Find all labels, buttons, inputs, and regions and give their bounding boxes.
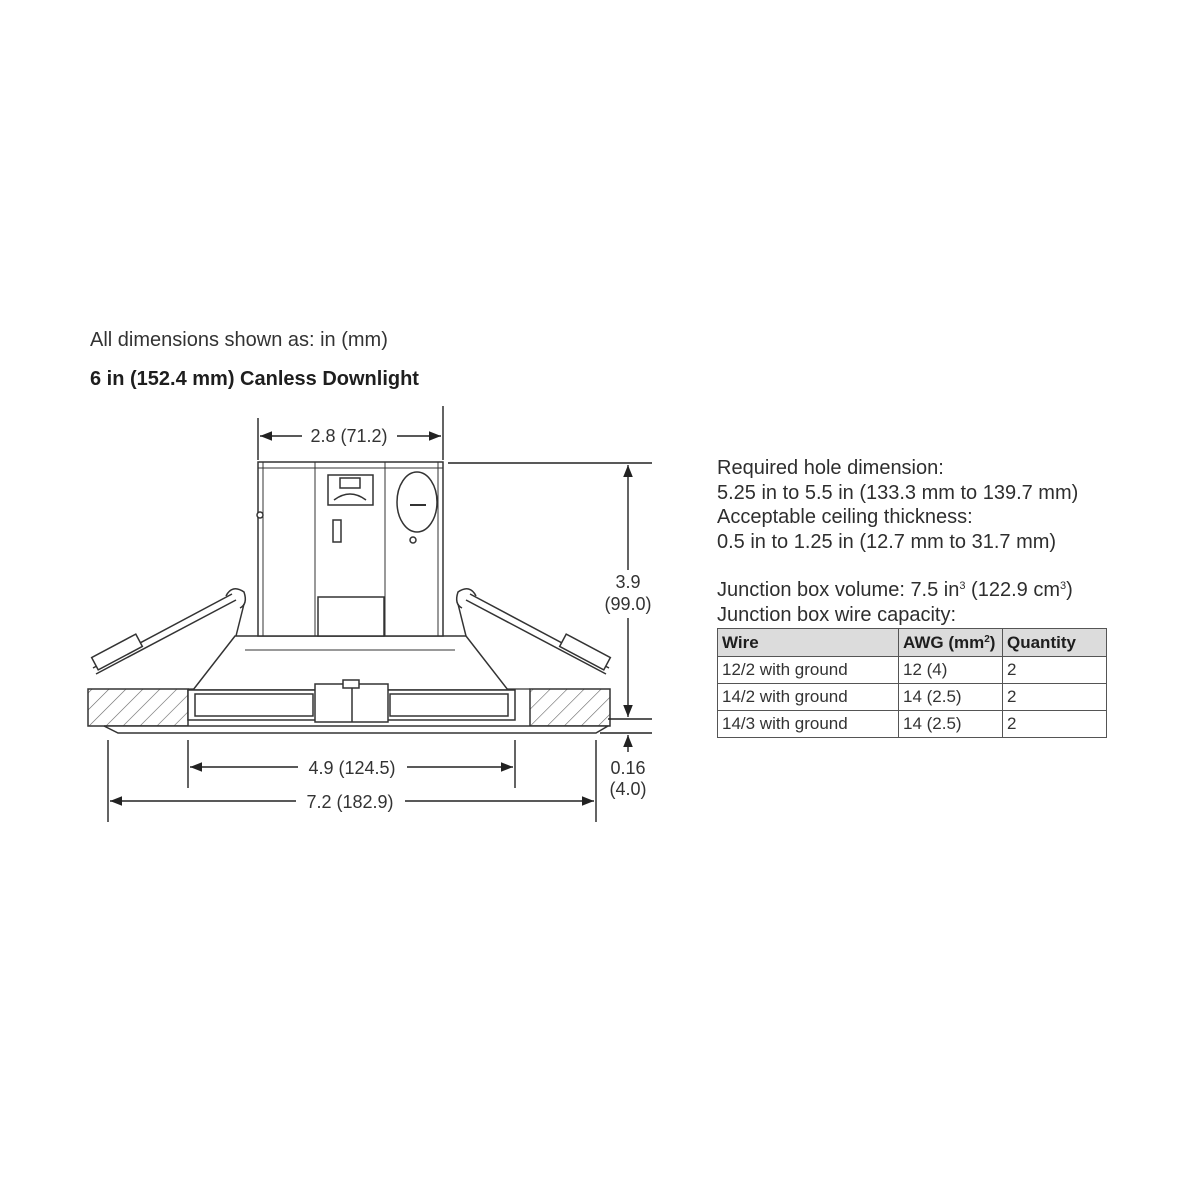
table-header-row: [718, 629, 1107, 657]
hole-dimension-label: Required hole dimension:: [717, 457, 944, 479]
hole-dimension-value: 5.25 in to 5.5 in (133.3 mm to 139.7 mm): [717, 481, 1079, 504]
product-title: 6 in (152.4 mm) Canless Downlight: [90, 368, 419, 390]
cell-quantity: 2: [1003, 657, 1107, 684]
light-housing: [188, 636, 515, 722]
height-mm-label: (99.0): [604, 594, 652, 614]
units-note: All dimensions shown as: in (mm): [90, 329, 388, 351]
overall-width-label: 7.2 (182.9): [306, 792, 394, 812]
cell-quantity: 2: [1003, 711, 1107, 738]
ceiling-thickness-value: 0.5 in to 1.25 in (12.7 mm to 31.7 mm): [717, 530, 1057, 553]
cell-wire: 14/3 with ground: [718, 711, 899, 738]
cell-quantity: 2: [1003, 684, 1107, 711]
box-width-label: 2.8 (71.2): [310, 426, 388, 446]
cell-wire: 12/2 with ground: [718, 657, 899, 684]
junction-box: [257, 462, 443, 636]
junction-box-volume: Junction box volume: 7.5 $in^3$ (122.9 $cm^3$): [717, 579, 1073, 601]
aperture-label: 4.9 (124.5): [308, 758, 396, 778]
trim-flange: [104, 726, 608, 733]
cell-awg: 14 (2.5): [899, 684, 1003, 711]
table-row: [718, 711, 1107, 738]
cell-awg: 14 (2.5): [899, 711, 1003, 738]
trim-thickness-mm-label: (4.0): [609, 779, 647, 799]
column-header-wire: Wire: [718, 629, 899, 657]
column-header-quantity: Quantity: [1003, 629, 1107, 657]
table-row: [718, 684, 1107, 711]
wire-capacity-label: Junction box wire capacity:: [717, 603, 957, 626]
specifications: [717, 456, 1078, 627]
wire-capacity-table: [717, 628, 1107, 738]
trim-thickness-in-label: 0.16: [610, 758, 646, 778]
ceiling-thickness-label: Acceptable ceiling thickness:: [717, 506, 973, 528]
cell-awg: 12 (4): [899, 657, 1003, 684]
table-row: [718, 657, 1107, 684]
column-header-awg: AWG $(mm^2)$: [899, 629, 1003, 657]
height-in-label: 3.9: [615, 572, 641, 592]
cell-wire: 14/2 with ground: [718, 684, 899, 711]
